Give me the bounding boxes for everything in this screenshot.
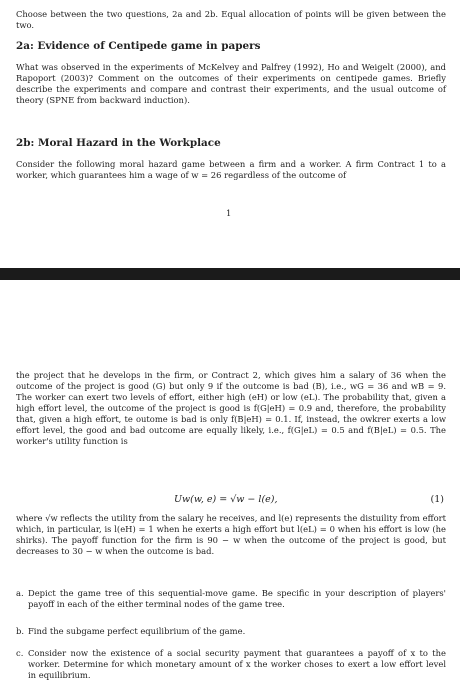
question-2b-text: Consider the following moral hazard game between a firm and a worker. A firm Contract 1 to a worker, which guarantees him a wage of w = 26 regardless of the outcome of (16, 159, 446, 180)
item-label: c. (16, 648, 24, 658)
question-2a-text: What was observed in the experiments of McKelvey and Palfrey (1992), Ho and Weigelt (2000), and Rapoport (2003)? Comment on the outcomes of their experiments on centipede games. Briefly describe the experiments and compare and contrast their experiments, and the usual outcome of theory (SPNE from backward induction). (16, 62, 446, 105)
intro-text: Choose between the two questions, 2a and 2b. Equal allocation of points will be given between the two. (16, 9, 446, 30)
question-2b-heading: 2b: Moral Hazard in the Workplace (16, 137, 221, 149)
page-separator (0, 268, 460, 280)
item-text: Depict the game tree of this sequential-move game. Be specific in your description of players' payoff in each of the either terminal nodes of the game tree. (28, 588, 446, 609)
equation-body: Uw(w, e) = √w − l(e), (174, 494, 278, 505)
page-number: 1 (226, 208, 232, 218)
item-text: Find the subgame perfect equilibrium of the game. (28, 626, 246, 636)
list-item (16, 626, 446, 637)
item-text: Consider now the existence of a social security payment that guarantees a payoff of x to the worker. Determine for which monetary amount of x the worker choses to exert a low effort level in equilibrium. (28, 648, 446, 680)
utility-explanation: where √w reflects the utility from the salary he receives, and l(e) represents the distuility from effort which, in particular, is l(eH) = 1 when he exerts a high effort but l(eL) = 0 when his effort is low (he shirks). The payoff function for the firm is 90 − w when the outcome of the project is good, but decreases to 30 − w when the outcome is bad. (16, 513, 446, 556)
utility-equation (0, 494, 460, 508)
question-2a-heading: 2a: Evidence of Centipede game in papers (16, 40, 261, 52)
question-2b-continued: the project that he develops in the firm, or Contract 2, which gives him a salary of 36 when the outcome of the project is good (G) but only 9 if the outcome is bad (B), i.e., wG = 36 and wB = 9. The worker can exert two levels of effort, either high (eH) or low (eL). The probability that, given a high effort level, the outcome of the project is good is f(G|eH) = 0.9 and, therefore, the probability that, given a high effort, te outome is bad is only f(B|eH) = 0.1. If, instead, the owkrer exerts a low effort level, the good and bad outcome are equally likely, i.e., f(G|eL) = 0.5 and f(B|eL) = 0.5. The worker's utility function is (16, 370, 446, 446)
page-1 (0, 0, 460, 262)
list-item (16, 588, 446, 610)
item-label: b. (16, 626, 25, 636)
equation-number: (1) (430, 494, 444, 505)
item-label: a. (16, 588, 24, 598)
list-item (16, 648, 446, 681)
